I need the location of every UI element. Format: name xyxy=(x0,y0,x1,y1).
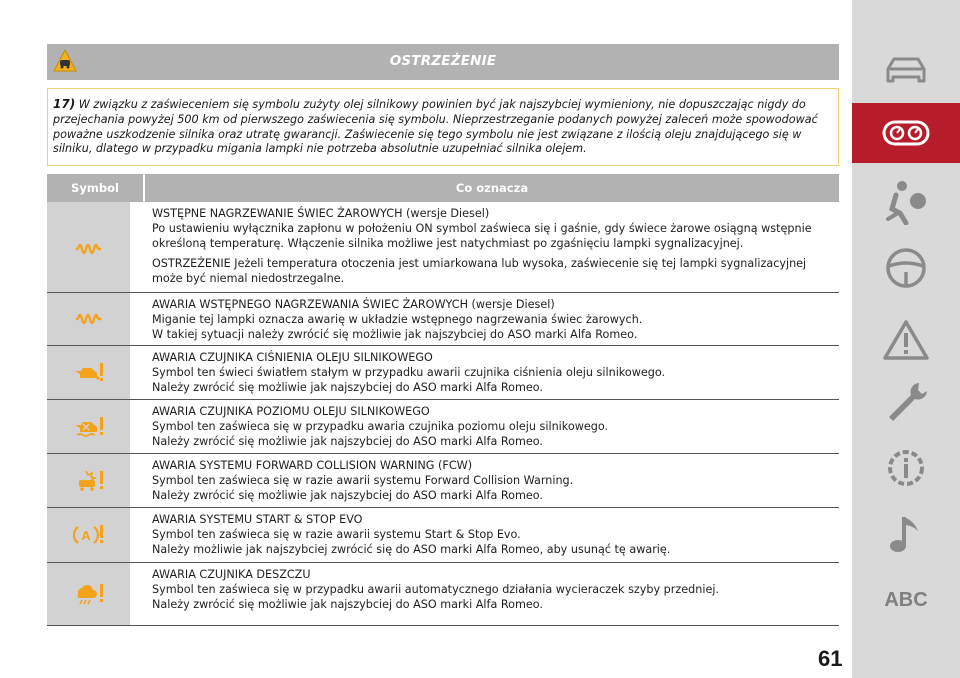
row-title: WSTĘPNE NAGRZEWANIE ŚWIEC ŻAROWYCH (wersje Diesel) xyxy=(152,207,490,220)
info-gear-icon xyxy=(883,445,929,491)
wrench-icon xyxy=(883,379,929,425)
symbol-table xyxy=(47,174,839,626)
chapter-sidebar xyxy=(852,0,960,678)
meaning-cell xyxy=(152,454,839,507)
header-meaning: Co oznacza xyxy=(455,181,529,195)
warning-body xyxy=(47,88,839,166)
start-stop-failure-icon xyxy=(73,523,105,547)
row-text: Symbol ten zaświeca się w przypadku awarii automatycznego działania wycieraczek szyby przedniej. xyxy=(152,583,719,596)
oil-level-sensor-icon xyxy=(73,415,105,439)
sidebar-item-driving[interactable] xyxy=(852,238,960,298)
sidebar-item-index[interactable] xyxy=(852,570,960,630)
table-row xyxy=(47,400,839,454)
symbol-cell xyxy=(47,400,130,453)
row-text: Symbol ten zaświeca się w przypadku awaria czujnika poziomu oleju silnikowego. xyxy=(152,420,609,433)
row-text: W takiej sytuacji należy zwrócić się możliwie jak najszybciej do ASO marki Alfa Romeo. xyxy=(152,328,638,341)
warning-triangle-icon xyxy=(883,319,929,361)
symbol-cell xyxy=(47,454,130,507)
symbol-cell xyxy=(47,346,130,399)
meaning-cell xyxy=(152,400,839,453)
row-title: AWARIA SYSTEMU START & STOP EVO xyxy=(152,513,363,526)
table-row xyxy=(47,293,839,346)
index-label: ABC xyxy=(884,588,928,611)
sidebar-item-multimedia[interactable] xyxy=(852,505,960,565)
symbol-cell xyxy=(47,563,130,625)
header-symbol: Symbol xyxy=(71,181,119,195)
warning-number: 17) xyxy=(53,97,76,111)
meaning-cell xyxy=(152,346,839,399)
row-text: Symbol ten świeci światłem stałym w przypadku awarii czujnika ciśnienia oleju silnikowego. xyxy=(152,366,666,379)
sidebar-item-car[interactable] xyxy=(852,40,960,100)
sidebar-item-dashboard[interactable] xyxy=(852,103,960,163)
sidebar-item-safety[interactable] xyxy=(852,172,960,232)
row-text: Symbol ten zaświeca się w razie awarii systemu Start & Stop Evo. xyxy=(152,528,521,541)
row-text: Należy zwrócić się możliwie jak najszybciej do ASO marki Alfa Romeo. xyxy=(152,489,543,502)
glow-plug-icon xyxy=(73,235,105,259)
page-number: 61 xyxy=(818,646,843,671)
table-row xyxy=(47,346,839,400)
row-text: Należy zwrócić się możliwie jak najszybciej do ASO marki Alfa Romeo. xyxy=(152,598,543,611)
rain-sensor-failure-icon xyxy=(73,582,105,606)
row-text: Należy zwrócić się możliwie jak najszybciej do ASO marki Alfa Romeo. xyxy=(152,381,543,394)
table-row xyxy=(47,454,839,508)
warning-text: W związku z zaświeceniem się symbolu zużyty olej silnikowy powinien być jak najszybciej wymieniony, nie dopuszczając nigdy do przejechania powyżej 500 km od pierwszego zaświecenia się symbolu. Nieprzestrzeganie podanych powyżej zaleceń może spowodować poważne uszkodzenie silnika oraz utratę gwarancji. Zaświecenie się tego symbolu nie jest związane z ilością oleju znajdującego się w silniku, dlatego w przypadku migania lampki nie potrzeba absolutnie uzupełniać silnika olejem. xyxy=(53,98,818,156)
row-text: Symbol ten zaświeca się w razie awarii systemu Forward Collision Warning. xyxy=(152,474,574,487)
table-header xyxy=(47,174,839,202)
steering-wheel-icon xyxy=(884,246,928,290)
row-title: AWARIA CZUJNIKA DESZCZU xyxy=(152,568,311,581)
sidebar-item-warnings[interactable] xyxy=(852,310,960,370)
music-note-icon xyxy=(886,513,926,557)
row-note: OSTRZEŻENIE Jeżeli temperatura otoczenia jest umiarkowana lub wysoka, zaświecenie się tej lampki sygnalizacyjnej może być niemal niedostrzegalne. xyxy=(152,257,807,285)
airbag-icon xyxy=(882,179,930,225)
row-title: AWARIA CZUJNIKA POZIOMU OLEJU SILNIKOWEGO xyxy=(152,405,430,418)
car-icon xyxy=(882,53,930,87)
symbol-cell xyxy=(47,508,130,562)
warning-title: OSTRZEŻENIE xyxy=(389,53,497,69)
dashboard-icon xyxy=(881,118,931,148)
symbol-cell xyxy=(47,202,130,292)
row-text: Po ustawieniu wyłącznika zapłonu w położeniu ON symbol zaświeca się i gaśnie, gdy świece żarowe osiągną wstępnie określoną temperaturę. Włączenie silnika możliwe jest natychmiast po zgaśnięciu lampki sygnalizacyjnej. xyxy=(152,222,812,250)
warning-header xyxy=(47,44,839,80)
table-row xyxy=(47,202,839,293)
meaning-cell xyxy=(152,508,839,562)
row-title: AWARIA WSTĘPNEGO NAGRZEWANIA ŚWIEC ŻAROWYCH (wersje Diesel) xyxy=(152,298,555,311)
table-row xyxy=(47,563,839,626)
table-row xyxy=(47,508,839,563)
sidebar-item-service[interactable] xyxy=(852,372,960,432)
sidebar-item-technical[interactable] xyxy=(852,438,960,498)
row-title: AWARIA CZUJNIKA CIŚNIENIA OLEJU SILNIKOWEGO xyxy=(152,351,433,364)
symbol-cell xyxy=(47,293,130,345)
svg-text:A: A xyxy=(80,528,91,543)
meaning-cell xyxy=(152,202,839,292)
glow-plug-icon xyxy=(73,307,105,331)
row-title: AWARIA SYSTEMU FORWARD COLLISION WARNING (FCW) xyxy=(152,459,473,472)
row-text: Miganie tej lampki oznacza awarię w układzie wstępnego nagrzewania świec żarowych. xyxy=(152,313,643,326)
row-text: Należy zwrócić się możliwie jak najszybciej do ASO marki Alfa Romeo. xyxy=(152,435,543,448)
fcw-failure-icon xyxy=(73,469,105,493)
meaning-cell xyxy=(152,293,839,345)
meaning-cell xyxy=(152,563,839,625)
row-text: Należy możliwie jak najszybciej zwrócić się do ASO marki Alfa Romeo, aby usunąć tę awarię. xyxy=(152,543,671,556)
oil-pressure-sensor-icon xyxy=(73,361,105,385)
